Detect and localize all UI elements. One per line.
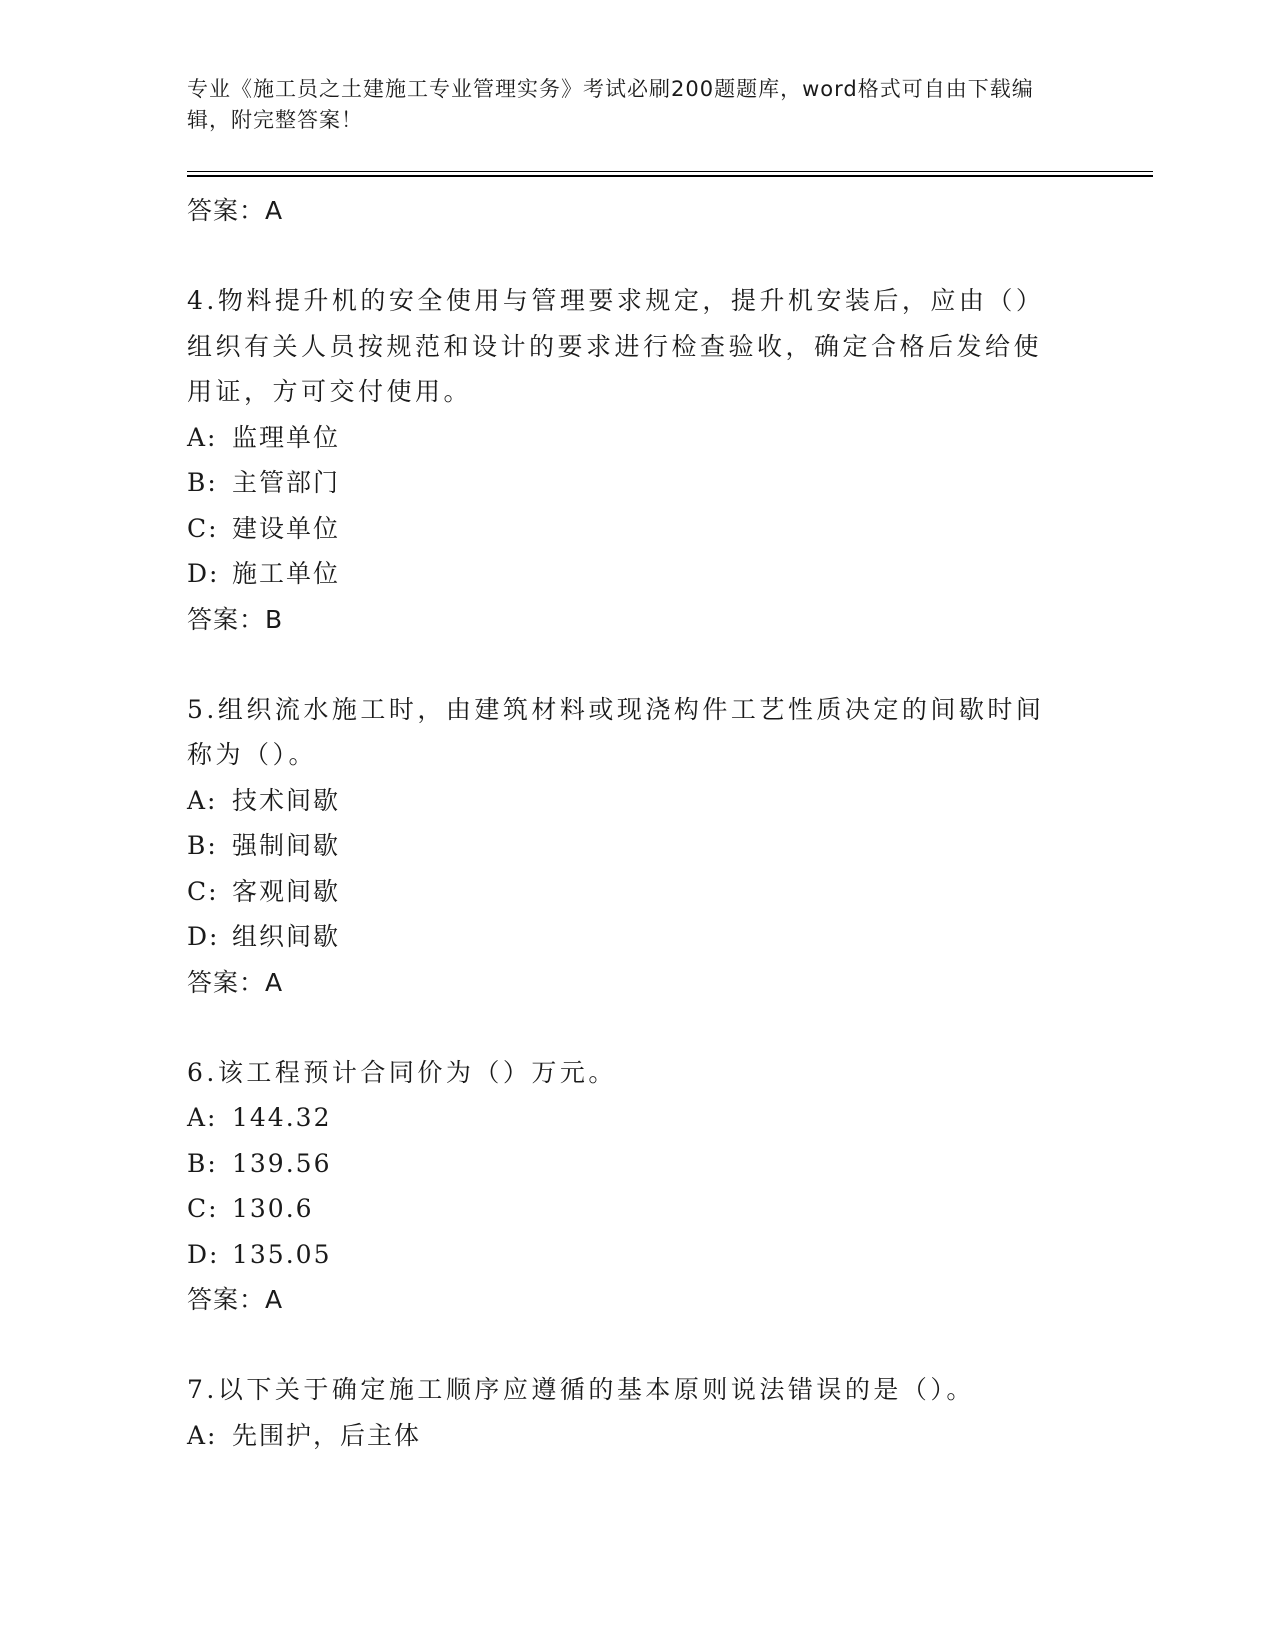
answer-line: 答案：A xyxy=(187,196,284,225)
header-divider-thick xyxy=(187,175,1153,177)
question-text: 7.以下关于确定施工顺序应遵循的基本原则说法错误的是（）。 xyxy=(187,1375,975,1404)
question-text: 4.物料提升机的安全使用与管理要求规定，提升机安装后，应由（）组织有关人员按规范和设计的要求进行检查验收，确定合格后发给使用证，方可交付使用。 xyxy=(187,286,1045,406)
option-c: C: 建设单位 xyxy=(187,513,341,543)
option-a: A: 监理单位 xyxy=(187,422,341,452)
option-c: C: 130.6 xyxy=(187,1194,314,1223)
option-d: D: 组织间歇 xyxy=(187,922,341,951)
option-d: D: 施工单位 xyxy=(187,559,341,588)
option-b: B: 主管部门 xyxy=(187,468,341,497)
question-text: 6.该工程预计合同价为（）万元。 xyxy=(187,1057,617,1087)
answer-line: 答案：B xyxy=(187,604,284,634)
option-c: C: 客观间歇 xyxy=(187,876,341,906)
option-b: B: 139.56 xyxy=(187,1148,332,1178)
option-d: D: 135.05 xyxy=(187,1239,332,1269)
answer-line: 答案：A xyxy=(187,967,284,997)
option-b: B: 强制间歇 xyxy=(187,831,341,860)
document-header: 专业《施工员之土建施工专业管理实务》考试必刷200题题库，word格式可自由下载编辑，附完整答案！ xyxy=(187,77,1034,132)
question-block xyxy=(187,1367,1067,1458)
question-block xyxy=(187,278,1067,642)
header-divider-thin xyxy=(187,171,1153,172)
option-a: A: 先围护，后主体 xyxy=(187,1420,422,1450)
question-block xyxy=(187,1050,1067,1323)
answer-line: 答案：A xyxy=(187,1285,284,1314)
option-a: A: 技术间歇 xyxy=(187,785,341,815)
question-list xyxy=(187,188,1067,1458)
option-a: A: 144.32 xyxy=(187,1103,332,1132)
question-text: 5.组织流水施工时，由建筑材料或现浇构件工艺性质决定的间歇时间称为（）。 xyxy=(187,694,1045,769)
question-block xyxy=(187,687,1067,1005)
